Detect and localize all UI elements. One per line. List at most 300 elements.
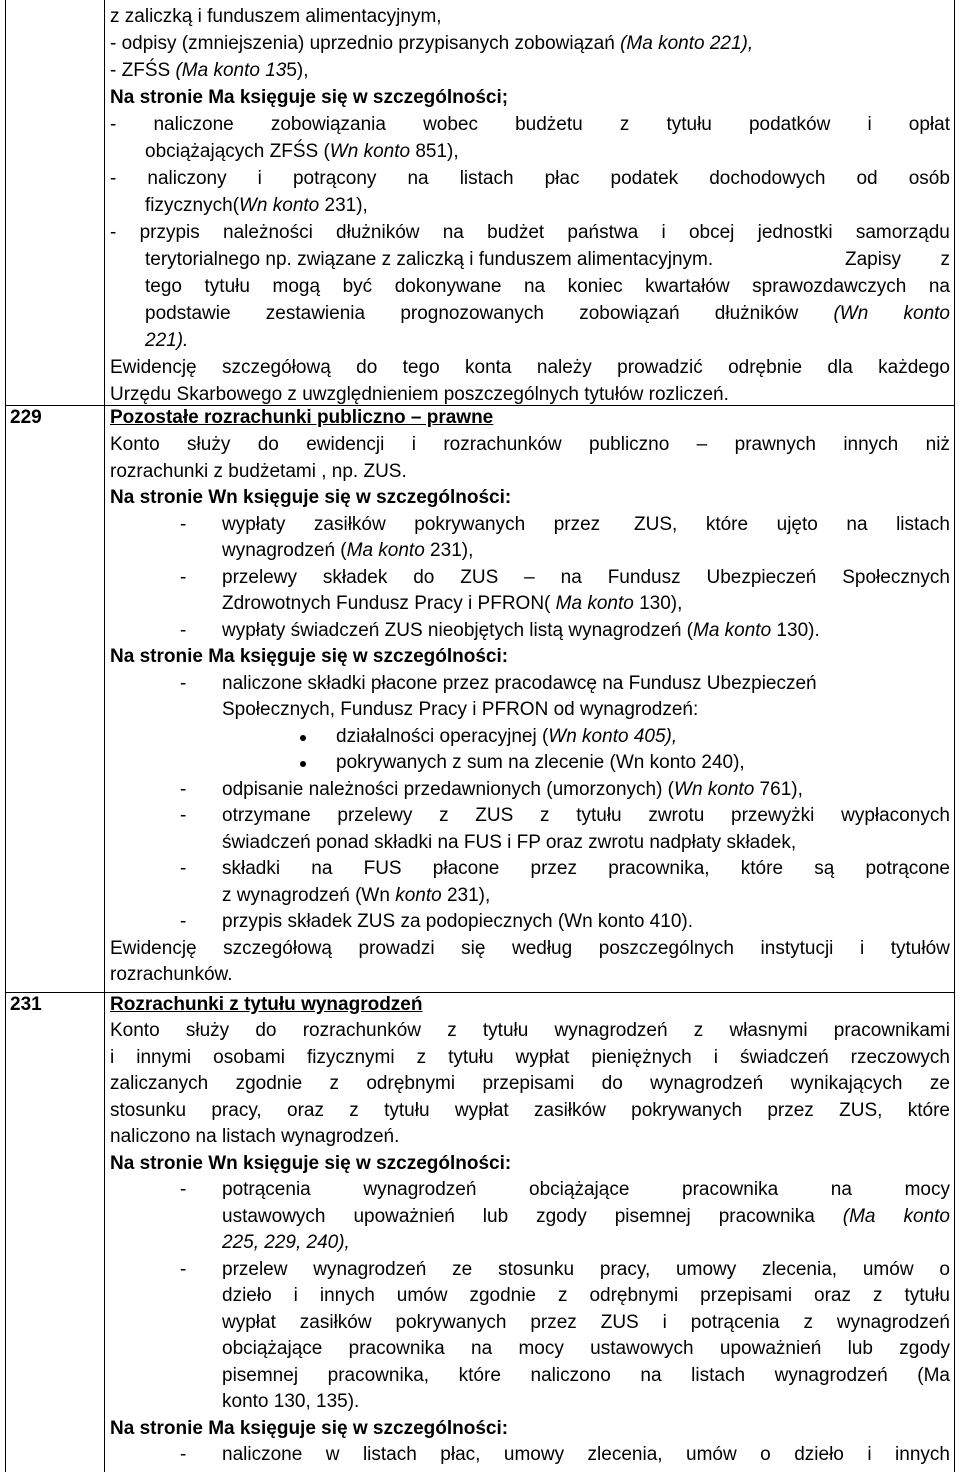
text-run: - ZFŚS (110, 60, 176, 81)
text-run: wypłat (454, 1099, 509, 1121)
text-run: zasiłków (313, 513, 386, 535)
text-run: tytułu (384, 1099, 430, 1121)
text-run: innych (319, 1285, 375, 1306)
text-run: i (661, 222, 666, 243)
text-run: szczegółową (221, 357, 331, 378)
text-run: wynagrodzeń (313, 1258, 427, 1280)
text-run: każdego (878, 357, 950, 378)
text-run: FUS (363, 858, 402, 879)
text-run: prognozowanych (400, 303, 544, 324)
text-run: rozrachunki z budżetami , np. ZUS. (110, 460, 407, 482)
text-run: koniec (567, 276, 623, 297)
text-line (110, 964, 233, 986)
text-run: przez (530, 858, 577, 879)
text-run: ewidencji (306, 434, 385, 455)
text-run: prawnych (734, 434, 816, 455)
text-run: umów (686, 1444, 737, 1465)
text-run: przelewy (222, 566, 297, 588)
text-line (222, 885, 490, 907)
text-run: do (601, 1073, 623, 1094)
text-line (222, 805, 950, 827)
text-run: rozrachunków. (110, 964, 233, 985)
text-line (222, 540, 473, 562)
text-run: 761), (754, 778, 803, 800)
text-run: terytorialnego np. związane z zaliczką i funduszem alimentacyjnym. (145, 249, 714, 270)
text-run: dla (827, 357, 853, 378)
text-line (222, 911, 693, 933)
text-run: ze (452, 1258, 473, 1280)
text-run: podstawie (145, 303, 231, 324)
text-run: i (713, 1046, 718, 1068)
text-run: potrącenia (690, 1311, 780, 1333)
text-run: państwa (567, 222, 639, 243)
text-run: są (814, 858, 835, 879)
text-run: podatków (748, 114, 831, 135)
account-number: 231 (10, 994, 42, 1015)
text-run: 5), (286, 60, 309, 81)
text-run: umów (862, 1258, 914, 1280)
text-run: obciążające (529, 1179, 630, 1200)
text-run: przypis składek ZUS za podopiecznych (Wn konto 410). (222, 911, 693, 932)
text-line (845, 249, 950, 271)
text-run: obcej (688, 222, 735, 243)
text-run: Zdrowotnych Fundusz Pracy i PFRON( (222, 593, 556, 614)
text-run: upoważnień (353, 1205, 455, 1227)
text-run: zlecenia, (762, 1258, 838, 1280)
list-dash: - (180, 672, 187, 694)
text-run: poszczególnych (598, 937, 734, 959)
text-run: Fundusz (607, 566, 681, 588)
text-run: z (872, 1285, 883, 1306)
text-run: umowy (503, 1444, 565, 1465)
text-run: które (907, 1099, 950, 1121)
text-run: należy (536, 357, 592, 378)
text-run: zgodnie (235, 1073, 303, 1094)
text-run: i (110, 1046, 115, 1068)
text-run: - (110, 114, 117, 135)
text-line (336, 726, 677, 748)
text-run: pokrywanych (395, 1311, 507, 1333)
text-run: mocy (518, 1338, 564, 1359)
list-dash: - (180, 778, 187, 800)
text-run: stosunku (110, 1099, 187, 1121)
text-run: i (293, 1285, 298, 1306)
text-run: listach (459, 168, 514, 189)
text-run: innych (843, 434, 899, 455)
text-run: tytułu (576, 805, 622, 826)
text-run: prowadzić (617, 357, 703, 378)
text-run: zwrotu (648, 805, 705, 826)
text-run: ujęto (776, 513, 818, 535)
text-run: ZUS (600, 1311, 639, 1333)
text-run: Na stronie Wn księguje się w szczególności: (110, 1152, 512, 1174)
text-run: upoważnień (719, 1338, 822, 1359)
text-line (110, 33, 753, 55)
text-run: do (257, 434, 279, 455)
text-line (222, 1391, 359, 1413)
text-run: ustawowych (222, 1205, 326, 1227)
text-run: składek (322, 566, 388, 588)
text-line (222, 858, 950, 880)
text-run: potrącone (865, 858, 950, 879)
text-run: tytułu (666, 114, 712, 135)
text-run: odrębnymi (589, 1285, 679, 1306)
text-run: wynagrodzeń ( (222, 540, 347, 561)
text-run: pokrywanych (414, 513, 526, 535)
text-run: Na stronie Ma księguje się w szczególności: (110, 646, 509, 667)
text-run: rozrachunków (302, 1020, 421, 1041)
text-line (222, 1232, 350, 1254)
text-line (110, 461, 407, 483)
text-run: wynagrodzeń (650, 1073, 764, 1094)
text-run: i (859, 937, 865, 959)
section-header (110, 646, 508, 668)
text-run: które (705, 513, 749, 535)
text-run: - (110, 168, 117, 189)
text-run: opłat (908, 114, 950, 135)
text-run: pracownika (348, 1338, 445, 1359)
text-run: 405), (628, 725, 678, 747)
text-run: ZUS (460, 566, 499, 588)
text-run: na (442, 222, 464, 243)
text-run: dzieło (222, 1285, 272, 1306)
text-run: Pozostałe rozrachunki publiczno – prawne (110, 407, 494, 428)
text-run: służy (187, 434, 231, 455)
text-run: (Ma (842, 1205, 876, 1227)
text-line (145, 141, 459, 163)
text-run: Wn konto (238, 195, 320, 216)
text-run: – (696, 434, 708, 455)
text-run: (Wn (833, 303, 869, 324)
text-run: obciążających ZFŚS ( (145, 141, 330, 162)
table-column-divider (104, 0, 105, 1472)
text-run: 221). (145, 330, 189, 351)
account-number: 229 (10, 407, 42, 428)
row-divider-231 (5, 992, 954, 993)
text-run: wynagrodzeń (554, 1020, 668, 1041)
text-run: przelewy (337, 805, 413, 826)
text-run: na (471, 1338, 493, 1359)
text-run: Ma konto (555, 593, 634, 614)
text-run: konto 130, 135). (222, 1391, 360, 1412)
text-line (110, 357, 950, 379)
text-run: pracownika (718, 1205, 815, 1227)
text-run: Ewidencję (110, 357, 197, 378)
text-line (110, 168, 950, 190)
text-line (222, 1285, 950, 1307)
text-run: dłużników (336, 222, 420, 243)
section-header (110, 1153, 511, 1175)
text-run: - odpisy (zmniejszenia) uprzednio przypisanych zobowiązań (110, 33, 621, 54)
text-run: być (342, 276, 373, 297)
text-run: 231), (319, 195, 368, 216)
text-run: konto (903, 303, 950, 324)
text-run: naliczone (222, 1444, 303, 1465)
text-run: wypłaconych (841, 805, 950, 826)
text-run: pokrywanych (631, 1099, 743, 1121)
text-run: rzeczowych (850, 1046, 950, 1068)
text-run: z (693, 1020, 704, 1041)
text-run: zestawienia (265, 303, 366, 324)
text-run: pieniężnych (591, 1046, 692, 1068)
text-run: przypis (139, 222, 200, 243)
list-dash: - (180, 566, 187, 588)
text-run: odrębnie (728, 357, 803, 378)
text-run: Społecznych (842, 566, 950, 588)
text-line (145, 303, 950, 325)
text-run: według (511, 937, 573, 959)
text-run: Konto (110, 1020, 160, 1041)
list-dash: - (180, 911, 187, 932)
text-run: potrącony (292, 168, 377, 189)
text-run: ustawowych (590, 1338, 694, 1359)
text-run: budżet (487, 222, 545, 243)
text-run: płac, (440, 1444, 481, 1465)
bullet-icon (300, 761, 306, 767)
text-run: z (940, 249, 950, 270)
list-dash: - (180, 805, 187, 826)
text-run: stosunku (498, 1258, 575, 1280)
text-run: z (619, 114, 630, 135)
text-run: i (867, 1444, 872, 1465)
text-line (222, 699, 698, 721)
text-run: z (557, 1285, 568, 1306)
text-line (145, 330, 188, 352)
text-line (222, 832, 796, 854)
text-run: lub (847, 1338, 873, 1359)
text-run: tytułu (482, 1020, 529, 1041)
text-run: na (928, 276, 950, 297)
text-run: wynikających (790, 1073, 903, 1094)
text-run: z (803, 1311, 813, 1333)
text-run: zgody (899, 1338, 950, 1359)
text-run: naliczono (530, 1364, 611, 1386)
text-run: pracownika, (608, 858, 710, 879)
text-run: 225, 229, 240), (222, 1232, 350, 1253)
text-run: przez (553, 513, 601, 535)
text-run: wobec (423, 114, 478, 135)
text-run: i (257, 168, 262, 189)
text-run: pisemnej (222, 1364, 299, 1386)
text-run: mogą (272, 276, 321, 297)
text-run: na (311, 858, 333, 879)
text-run: i (867, 114, 872, 135)
text-run: prowadzi (358, 937, 435, 959)
text-run: szczegółową (223, 937, 332, 959)
text-run: (Ma (917, 1364, 950, 1386)
text-run: fizycznych( (145, 195, 239, 216)
text-line (222, 1365, 950, 1387)
text-run: zasiłków (534, 1099, 606, 1121)
text-line (222, 1179, 950, 1201)
text-run: pracownika (682, 1179, 779, 1200)
text-run: budżetu (515, 114, 583, 135)
text-run: własnymi (729, 1020, 808, 1041)
text-line (222, 1338, 950, 1360)
text-run: niż (925, 434, 950, 455)
list-dash: - (180, 1258, 187, 1280)
text-line (145, 249, 713, 271)
text-run: wypłat (515, 1046, 570, 1068)
text-run: instytucji (760, 937, 834, 959)
text-line (222, 567, 950, 589)
text-run: na (830, 1179, 852, 1200)
text-run: z wynagrodzeń (Wn (222, 884, 396, 906)
text-run: ZUS, (628, 513, 678, 535)
text-run: i (411, 434, 416, 455)
text-line (110, 1047, 950, 1069)
text-line (110, 1126, 399, 1148)
text-line (110, 60, 309, 82)
text-run: listach (362, 1444, 417, 1465)
text-run: przelew (222, 1258, 288, 1280)
bullet-icon (300, 735, 306, 741)
text-line (222, 593, 682, 615)
text-line (222, 779, 803, 801)
text-run: świadczeń (739, 1046, 829, 1068)
text-run: publiczno (589, 434, 670, 455)
text-run: przez (530, 1311, 577, 1333)
text-run: osób (908, 168, 950, 189)
text-run: 130), (633, 593, 683, 614)
text-run: Konto (110, 434, 160, 455)
text-run: umów (396, 1285, 448, 1306)
text-run: mocy (904, 1179, 950, 1200)
text-run: dochodowych (709, 168, 826, 189)
text-line (110, 434, 950, 456)
text-line (110, 222, 950, 244)
text-run: konta (465, 357, 512, 378)
text-run: wypłaty świadczeń ZUS nieobjętych listą wynagrodzeń ( (222, 619, 693, 641)
text-run: które (740, 858, 784, 879)
text-run: Ma konto (346, 540, 425, 561)
text-run: przepisami (700, 1285, 793, 1306)
text-run: Urzędu Skarbowego z uwzględnieniem poszczególnych tytułów rozliczeń. (110, 384, 729, 405)
text-run: ZUS, (839, 1099, 883, 1121)
text-run: do (255, 1020, 277, 1041)
text-line (110, 114, 950, 136)
text-run: pracy, (599, 1258, 651, 1280)
text-run: Zapisy (845, 249, 901, 270)
text-line (110, 6, 442, 28)
text-run: samorządu (855, 222, 950, 243)
text-run: Rozrachunki z tytułu wynagrodzeń (110, 994, 423, 1015)
text-run: płacone (432, 858, 500, 879)
text-run: świadczeń ponad składki na FUS i FP oraz zwrotu nadpłaty składek, (222, 831, 797, 853)
text-run: w (325, 1444, 340, 1465)
text-run: dłużników (714, 303, 799, 324)
text-line (110, 938, 950, 960)
text-run: fizycznymi (306, 1046, 395, 1068)
text-run: naliczono na listach wynagrodzeń. (110, 1126, 400, 1147)
text-run: otrzymane (222, 805, 311, 826)
text-run: Na stronie Ma księguje się w szczególności; (110, 87, 509, 108)
section-header (110, 87, 508, 109)
text-line (222, 1312, 950, 1334)
text-run: działalności operacyjnej ( (336, 725, 549, 747)
text-line (145, 195, 368, 217)
text-run: pracownika, (327, 1364, 430, 1386)
text-run: zasiłków (299, 1311, 372, 1333)
text-line (222, 1206, 950, 1228)
text-run: konto (903, 1205, 950, 1227)
text-run: z (416, 1046, 427, 1068)
text-run: składki (222, 858, 281, 879)
text-run: listach (896, 513, 950, 535)
text-run: podatek (610, 168, 679, 189)
text-run: sprawozdawczych (752, 276, 907, 297)
text-run: pisemnej (614, 1205, 691, 1227)
text-run: wynagrodzeń (363, 1179, 477, 1200)
text-run: na (560, 566, 582, 588)
text-run: – (524, 566, 535, 588)
text-run: przepisami (482, 1073, 575, 1094)
text-run: Na stronie Wn księguje się w szczególności: (110, 487, 512, 508)
text-run: (Ma konto 221), (620, 33, 754, 54)
account-title (110, 994, 422, 1016)
text-run: ze (929, 1073, 950, 1094)
text-run: Ubezpieczeń (706, 566, 817, 588)
text-run: zlecenia, (587, 1444, 663, 1465)
text-run: odrębnymi (366, 1073, 456, 1094)
text-run: potrącenia (222, 1179, 311, 1200)
text-run: 130). (771, 619, 820, 641)
text-run: listach (691, 1364, 746, 1386)
text-run: naliczone (153, 114, 234, 135)
text-line (222, 514, 950, 536)
text-line (222, 1259, 950, 1281)
text-run: Ewidencję (110, 937, 197, 959)
text-run: do (356, 357, 378, 378)
text-run: przez (767, 1099, 814, 1121)
text-run: na (640, 1364, 662, 1386)
text-run: przewyżki (731, 805, 815, 826)
text-run: i (662, 1311, 667, 1333)
text-run: pracy, (211, 1099, 262, 1121)
text-run: na (407, 168, 429, 189)
text-run: 231), (424, 540, 474, 561)
table-right-border (954, 0, 955, 1472)
text-run: oraz (287, 1099, 324, 1121)
text-run: wynagrodzeń (836, 1311, 950, 1333)
text-run: osobami (213, 1046, 285, 1068)
text-line (336, 752, 745, 774)
text-line (222, 620, 820, 642)
text-run: konto (395, 884, 442, 906)
section-header (110, 487, 511, 509)
text-run: zobowiązania (270, 114, 386, 135)
text-run: lub (482, 1205, 509, 1227)
text-run: Na stronie Ma księguje się w szczególności: (110, 1417, 509, 1439)
text-run: zaliczanych (110, 1073, 209, 1094)
text-run: dzieło (794, 1444, 844, 1465)
text-run: należności (223, 222, 313, 243)
text-run: się (461, 937, 486, 959)
text-run: o (760, 1444, 771, 1465)
text-run: innych (895, 1444, 950, 1465)
text-run: z (349, 1099, 359, 1121)
text-run: dokonywane (394, 276, 502, 297)
text-run: kwartałów (645, 276, 730, 297)
text-run: naliczony (147, 168, 227, 189)
list-dash: - (180, 1179, 187, 1200)
text-run: zgodnie (469, 1285, 536, 1306)
text-run: o (939, 1258, 950, 1280)
text-run: innymi (136, 1046, 192, 1068)
text-run: z (540, 805, 550, 826)
list-dash: - (180, 513, 187, 535)
text-line (110, 1020, 950, 1042)
